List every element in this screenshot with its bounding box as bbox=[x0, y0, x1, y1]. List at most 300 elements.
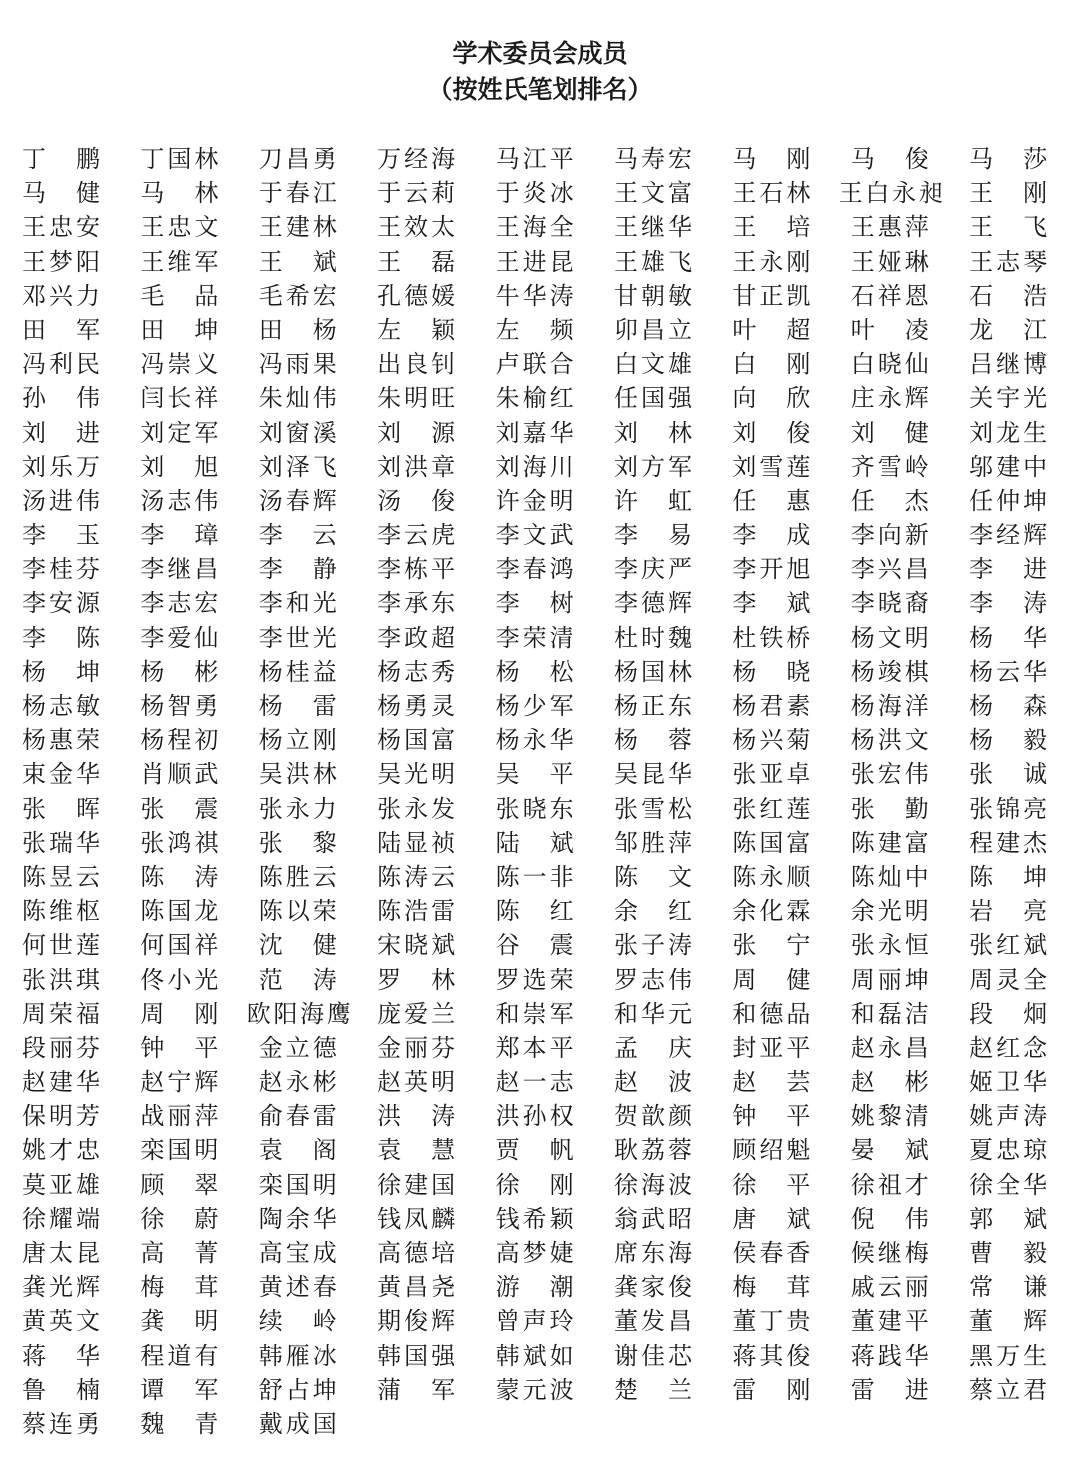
member-name: 董 丁 贵 bbox=[732, 1307, 811, 1336]
member-name: 张 雪 松 bbox=[613, 794, 692, 823]
member-name: 张 瑞 华 bbox=[22, 828, 100, 857]
member-name: 杨 坤 bbox=[22, 657, 100, 686]
member-name: 刘 窗 溪 bbox=[258, 418, 337, 447]
member-name: 汤 俊 bbox=[377, 486, 456, 515]
member-name: 蒋 其 俊 bbox=[732, 1341, 811, 1370]
member-name: 佟 小 光 bbox=[140, 965, 219, 994]
member-name: 周 丽 坤 bbox=[850, 965, 929, 994]
member-name: 于 云 莉 bbox=[377, 179, 456, 208]
member-name: 李 桂 芬 bbox=[22, 555, 100, 584]
member-name: 杨 雷 bbox=[258, 692, 337, 720]
member-name: 刘 乐 万 bbox=[22, 452, 100, 481]
member-name: 王 白 永 昶 bbox=[838, 179, 943, 208]
member-name: 戚 云 丽 bbox=[850, 1273, 929, 1302]
member-name: 栾 国 明 bbox=[140, 1136, 219, 1165]
member-name: 赵 永 彬 bbox=[258, 1068, 337, 1097]
member-name: 左 颖 bbox=[377, 315, 456, 344]
member-name: 陆 斌 bbox=[495, 828, 574, 857]
member-name: 杜 铁 桥 bbox=[732, 623, 811, 652]
member-name: 刘 定 军 bbox=[140, 418, 219, 447]
member-name: 黄 英 文 bbox=[22, 1307, 100, 1336]
member-name: 郭 斌 bbox=[969, 1204, 1048, 1233]
member-name: 赵 建 华 bbox=[22, 1068, 100, 1097]
member-name: 石 浩 bbox=[969, 281, 1048, 310]
member-name: 王 维 军 bbox=[140, 247, 219, 276]
member-name: 杨 智 勇 bbox=[140, 692, 219, 720]
member-name: 孙 伟 bbox=[22, 384, 100, 413]
member-name: 李 陈 bbox=[22, 623, 100, 652]
member-name: 罗 林 bbox=[377, 965, 456, 994]
member-name: 赵 永 昌 bbox=[850, 1033, 929, 1062]
member-name: 顾 翠 bbox=[140, 1170, 219, 1199]
member-name: 刘 海 川 bbox=[495, 452, 574, 481]
member-name: 周 荣 福 bbox=[22, 999, 100, 1028]
member-name: 朱 明 旺 bbox=[377, 384, 456, 413]
member-name: 刘 方 军 bbox=[613, 452, 692, 481]
member-name: 余 光 明 bbox=[850, 897, 929, 926]
member-name: 王 海 全 bbox=[495, 213, 574, 242]
member-name: 赵 彬 bbox=[850, 1068, 929, 1097]
member-name: 周 健 bbox=[732, 965, 811, 994]
member-name: 陈 涛 云 bbox=[377, 862, 456, 891]
member-name: 雷 刚 bbox=[732, 1375, 811, 1404]
member-name: 王 永 刚 bbox=[732, 247, 811, 276]
member-name: 于 炎 冰 bbox=[495, 179, 574, 208]
member-name: 李 斌 bbox=[732, 589, 811, 618]
member-name: 徐 建 国 bbox=[377, 1170, 456, 1199]
member-name: 许 金 明 bbox=[495, 486, 574, 515]
member-name: 杨 桂 益 bbox=[258, 657, 337, 686]
member-name: 谷 震 bbox=[495, 931, 574, 960]
member-name: 张 红 斌 bbox=[969, 931, 1048, 960]
member-name: 齐 雪 岭 bbox=[850, 452, 929, 481]
member-name: 王 文 富 bbox=[613, 179, 692, 208]
member-name: 杨 国 林 bbox=[613, 657, 692, 686]
member-name: 栾 国 明 bbox=[258, 1170, 337, 1199]
member-name: 牛 华 涛 bbox=[495, 281, 574, 310]
member-name: 王 磊 bbox=[377, 247, 456, 276]
member-name: 陈 昱 云 bbox=[22, 862, 100, 891]
member-name: 夏 忠 琼 bbox=[969, 1136, 1048, 1165]
member-name: 欧 阳 海 鹰 bbox=[246, 999, 351, 1028]
member-name: 李 庆 严 bbox=[613, 555, 692, 584]
member-name: 李 春 鸿 bbox=[495, 555, 574, 584]
member-name: 刘 龙 生 bbox=[969, 418, 1048, 447]
member-name: 韩 斌 如 bbox=[495, 1341, 574, 1370]
member-name: 冯 雨 果 bbox=[258, 350, 337, 379]
member-name: 周 刚 bbox=[140, 999, 219, 1028]
member-name: 李 易 bbox=[613, 521, 692, 550]
member-name: 吴 昆 华 bbox=[613, 760, 692, 789]
member-name: 谭 军 bbox=[140, 1375, 219, 1404]
member-name: 任 杰 bbox=[850, 486, 929, 515]
member-name: 金 丽 芬 bbox=[377, 1033, 456, 1062]
member-name: 庞 爱 兰 bbox=[377, 999, 456, 1028]
member-name: 高 菁 bbox=[140, 1239, 219, 1267]
member-name: 杨 洪 文 bbox=[850, 726, 929, 755]
member-name: 许 虹 bbox=[613, 486, 692, 515]
member-name: 战 丽 萍 bbox=[140, 1102, 219, 1131]
member-name: 岩 亮 bbox=[969, 897, 1048, 926]
member-name: 陈 一 非 bbox=[495, 862, 574, 891]
member-name: 王 忠 文 bbox=[140, 213, 219, 242]
member-name: 王 建 林 bbox=[258, 213, 337, 242]
member-name: 李 荣 清 bbox=[495, 623, 574, 652]
member-name: 杨 志 敏 bbox=[22, 692, 100, 720]
member-name: 邹 胜 萍 bbox=[613, 828, 692, 857]
member-name: 任 国 强 bbox=[613, 384, 692, 413]
member-name: 钟 平 bbox=[140, 1033, 219, 1062]
member-name: 王 石 林 bbox=[732, 179, 811, 208]
member-name: 杨 彬 bbox=[140, 657, 219, 686]
member-name: 束 金 华 bbox=[22, 760, 100, 789]
member-name: 雷 进 bbox=[850, 1375, 929, 1404]
member-name: 李 成 bbox=[732, 521, 811, 550]
member-name: 席 东 海 bbox=[613, 1239, 692, 1267]
member-name: 陈 文 bbox=[613, 862, 692, 891]
member-name: 杨 志 秀 bbox=[377, 657, 456, 686]
member-name: 张 永 发 bbox=[377, 794, 456, 823]
member-name: 杨 海 洋 bbox=[850, 692, 929, 720]
member-name: 唐 太 昆 bbox=[22, 1239, 100, 1267]
member-name: 丁 鹏 bbox=[22, 145, 100, 173]
member-name: 袁 慧 bbox=[377, 1136, 456, 1165]
member-name: 李 玉 bbox=[22, 521, 100, 550]
member-name: 魏 青 bbox=[140, 1409, 219, 1438]
member-name: 于 春 江 bbox=[258, 179, 337, 208]
member-name: 王 继 华 bbox=[613, 213, 692, 242]
member-name: 陈 国 龙 bbox=[140, 897, 219, 926]
member-name: 李 栋 平 bbox=[377, 555, 456, 584]
member-name: 王 效 太 bbox=[377, 213, 456, 242]
member-name: 李 承 东 bbox=[377, 589, 456, 618]
member-name: 姚 才 忠 bbox=[22, 1136, 100, 1165]
member-name: 杨 文 明 bbox=[850, 623, 929, 652]
member-name: 李 涛 bbox=[969, 589, 1048, 618]
member-name: 钱 凤 麟 bbox=[377, 1204, 456, 1233]
member-name: 王 忠 安 bbox=[22, 213, 100, 242]
member-name: 朱 灿 伟 bbox=[258, 384, 337, 413]
member-name: 叶 超 bbox=[732, 315, 811, 344]
member-name: 贺 歆 颜 bbox=[613, 1102, 692, 1131]
member-name: 刘 泽 飞 bbox=[258, 452, 337, 481]
member-name: 倪 伟 bbox=[850, 1204, 929, 1233]
member-name: 蒋 华 bbox=[22, 1341, 100, 1370]
member-name: 龙 江 bbox=[969, 315, 1048, 344]
member-name: 徐 刚 bbox=[495, 1170, 574, 1199]
member-name: 朱 榆 红 bbox=[495, 384, 574, 413]
member-name: 李 云 bbox=[258, 521, 337, 550]
member-name: 鲁 楠 bbox=[22, 1375, 100, 1404]
member-name: 李 安 源 bbox=[22, 589, 100, 618]
member-name: 金 立 德 bbox=[258, 1033, 337, 1062]
member-name: 舒 占 坤 bbox=[258, 1375, 337, 1404]
member-name: 万 经 海 bbox=[377, 145, 456, 173]
member-name: 王 进 昆 bbox=[495, 247, 574, 276]
member-name: 翁 武 昭 bbox=[613, 1204, 692, 1233]
member-name: 曹 毅 bbox=[969, 1239, 1048, 1267]
member-name: 汤 进 伟 bbox=[22, 486, 100, 515]
member-name: 白 刚 bbox=[732, 350, 811, 379]
member-name: 陈 永 顺 bbox=[732, 862, 811, 891]
member-name: 洪 涛 bbox=[377, 1102, 456, 1131]
member-name: 田 杨 bbox=[258, 315, 337, 344]
member-name: 庄 永 辉 bbox=[850, 384, 929, 413]
member-name: 杨 国 富 bbox=[377, 726, 456, 755]
member-name: 郑 本 平 bbox=[495, 1033, 574, 1062]
member-name: 晏 斌 bbox=[850, 1136, 929, 1165]
member-name: 戴 成 国 bbox=[258, 1409, 337, 1438]
member-name: 杨 君 素 bbox=[732, 692, 811, 720]
member-name: 张 永 恒 bbox=[850, 931, 929, 960]
member-name: 孟 庆 bbox=[613, 1033, 692, 1062]
member-name: 邬 建 中 bbox=[969, 452, 1048, 481]
member-name: 吴 光 明 bbox=[377, 760, 456, 789]
member-name: 徐 平 bbox=[732, 1170, 811, 1199]
member-name: 刘 林 bbox=[613, 418, 692, 447]
member-name: 杨 惠 荣 bbox=[22, 726, 100, 755]
member-name: 期 俊 辉 bbox=[377, 1307, 456, 1336]
member-name: 汤 志 伟 bbox=[140, 486, 219, 515]
member-name: 蒋 践 华 bbox=[850, 1341, 929, 1370]
member-name: 马 刚 bbox=[732, 145, 811, 173]
member-name: 董 发 昌 bbox=[613, 1307, 692, 1336]
member-name: 侯 春 香 bbox=[732, 1239, 811, 1267]
member-name: 赵 一 志 bbox=[495, 1068, 574, 1097]
member-name: 左 频 bbox=[495, 315, 574, 344]
member-name: 李 志 宏 bbox=[140, 589, 219, 618]
member-name: 常 谦 bbox=[969, 1273, 1048, 1302]
member-name: 陈 坤 bbox=[969, 862, 1048, 891]
member-name: 李 璋 bbox=[140, 521, 219, 550]
member-name: 李 云 虎 bbox=[377, 521, 456, 550]
member-name: 张 永 力 bbox=[258, 794, 337, 823]
member-name: 韩 雁 冰 bbox=[258, 1341, 337, 1370]
member-name: 王 培 bbox=[732, 213, 811, 242]
member-name: 姬 卫 华 bbox=[969, 1068, 1048, 1097]
member-name: 董 辉 bbox=[969, 1307, 1048, 1336]
member-name: 杨 立 刚 bbox=[258, 726, 337, 755]
member-name: 韩 国 强 bbox=[377, 1341, 456, 1370]
member-name: 毛 希 宏 bbox=[258, 281, 337, 310]
member-name: 陈 维 枢 bbox=[22, 897, 100, 926]
member-name: 黑 万 生 bbox=[969, 1341, 1048, 1370]
member-name: 白 晓 仙 bbox=[850, 350, 929, 379]
member-name: 王 飞 bbox=[969, 213, 1048, 242]
member-name: 余 红 bbox=[613, 897, 692, 926]
member-name: 李 德 辉 bbox=[613, 589, 692, 618]
member-name: 杨 蓉 bbox=[613, 726, 692, 755]
member-name: 陈 灿 中 bbox=[850, 862, 929, 891]
member-name: 钟 平 bbox=[732, 1102, 811, 1131]
member-name: 曾 声 玲 bbox=[495, 1307, 574, 1336]
member-name: 候 继 梅 bbox=[850, 1239, 929, 1267]
member-name: 王 梦 阳 bbox=[22, 247, 100, 276]
member-name: 汤 春 辉 bbox=[258, 486, 337, 515]
member-name: 李 继 昌 bbox=[140, 555, 219, 584]
member-name: 杨 毅 bbox=[969, 726, 1048, 755]
member-name: 刀 昌 勇 bbox=[258, 145, 337, 173]
member-name: 杨 松 bbox=[495, 657, 574, 686]
member-name: 马 健 bbox=[22, 179, 100, 208]
member-name: 毛 品 bbox=[140, 281, 219, 310]
member-name: 王 雄 飞 bbox=[613, 247, 692, 276]
member-name: 卢 联 合 bbox=[495, 350, 574, 379]
member-name: 梅 茸 bbox=[732, 1273, 811, 1302]
member-name: 张 宏 伟 bbox=[850, 760, 929, 789]
member-name: 卯 昌 立 bbox=[613, 315, 692, 344]
member-name: 蒙 元 波 bbox=[495, 1375, 574, 1404]
member-name: 张 黎 bbox=[258, 828, 337, 857]
member-name: 蔡 立 君 bbox=[969, 1375, 1048, 1404]
member-name: 陈 红 bbox=[495, 897, 574, 926]
member-name: 张 晓 东 bbox=[495, 794, 574, 823]
member-name: 李 文 武 bbox=[495, 521, 574, 550]
member-name: 丁 国 林 bbox=[140, 145, 219, 173]
member-name: 龚 光 辉 bbox=[22, 1273, 100, 1302]
member-name: 张 红 莲 bbox=[732, 794, 811, 823]
member-name: 刘 嘉 华 bbox=[495, 418, 574, 447]
member-name: 王 惠 萍 bbox=[850, 213, 929, 242]
member-name: 杨 正 东 bbox=[613, 692, 692, 720]
member-name: 白 文 雄 bbox=[613, 350, 692, 379]
member-name: 叶 凌 bbox=[850, 315, 929, 344]
member-name: 龚 家 俊 bbox=[613, 1273, 692, 1302]
member-name: 王 斌 bbox=[258, 247, 337, 276]
member-name: 徐 全 华 bbox=[969, 1170, 1048, 1199]
member-name: 游 潮 bbox=[495, 1273, 574, 1302]
member-name: 张 鸿 祺 bbox=[140, 828, 219, 857]
member-name: 保 明 芳 bbox=[22, 1102, 100, 1131]
member-name: 杨 晓 bbox=[732, 657, 811, 686]
member-name: 孔 德 媛 bbox=[377, 281, 456, 310]
member-name: 顾 绍 魁 bbox=[732, 1136, 811, 1165]
member-name: 陆 显 祯 bbox=[377, 828, 456, 857]
member-name: 张 亚 卓 bbox=[732, 760, 811, 789]
member-name: 马 林 bbox=[140, 179, 219, 208]
member-name: 王 娅 琳 bbox=[850, 247, 929, 276]
member-name: 李 爱 仙 bbox=[140, 623, 219, 652]
page-title: 学术委员会成员 bbox=[452, 39, 628, 68]
member-name: 陶 余 华 bbox=[258, 1204, 337, 1233]
member-name: 段 炯 bbox=[969, 999, 1048, 1028]
member-name: 梅 茸 bbox=[140, 1273, 219, 1302]
member-name: 田 坤 bbox=[140, 315, 219, 344]
member-name: 赵 波 bbox=[613, 1068, 692, 1097]
member-name: 洪 孙 权 bbox=[495, 1102, 574, 1131]
member-name: 和 华 元 bbox=[613, 999, 692, 1028]
member-name: 张 宁 bbox=[732, 931, 811, 960]
member-name: 杨 云 华 bbox=[969, 657, 1048, 686]
member-name: 徐 海 波 bbox=[613, 1170, 692, 1199]
member-name: 王 刚 bbox=[969, 179, 1048, 208]
member-name: 高 梦 婕 bbox=[495, 1239, 574, 1267]
member-name: 高 宝 成 bbox=[258, 1239, 337, 1267]
member-name: 出 良 钊 bbox=[377, 350, 456, 379]
member-name: 封 亚 平 bbox=[732, 1033, 811, 1062]
member-name: 杨 兴 菊 bbox=[732, 726, 811, 755]
member-name: 张 诚 bbox=[969, 760, 1048, 789]
member-name: 杨 程 初 bbox=[140, 726, 219, 755]
member-name: 姚 声 涛 bbox=[969, 1102, 1048, 1131]
member-name: 陈 浩 雷 bbox=[377, 897, 456, 926]
member-name: 陈 胜 云 bbox=[258, 862, 337, 891]
member-name: 俞 春 雷 bbox=[258, 1102, 337, 1131]
member-name: 蒲 军 bbox=[377, 1375, 456, 1404]
member-name: 黄 述 春 bbox=[258, 1273, 337, 1302]
member-name: 周 灵 全 bbox=[969, 965, 1048, 994]
member-name: 赵 红 念 bbox=[969, 1033, 1048, 1062]
member-name: 宋 晓 斌 bbox=[377, 931, 456, 960]
member-name: 李 向 新 bbox=[850, 521, 929, 550]
member-name: 续 岭 bbox=[258, 1307, 337, 1336]
member-name: 李 世 光 bbox=[258, 623, 337, 652]
member-name: 余 化 霖 bbox=[732, 897, 811, 926]
member-name: 张 震 bbox=[140, 794, 219, 823]
member-name: 甘 朝 敏 bbox=[613, 281, 692, 310]
member-name: 李 和 光 bbox=[258, 589, 337, 618]
member-name: 罗 选 荣 bbox=[495, 965, 574, 994]
member-name: 刘 旭 bbox=[140, 452, 219, 481]
member-name: 张 勤 bbox=[850, 794, 929, 823]
member-name: 杨 少 军 bbox=[495, 692, 574, 720]
member-name: 杨 永 华 bbox=[495, 726, 574, 755]
member-name: 姚 黎 清 bbox=[850, 1102, 929, 1131]
member-name: 陈 国 富 bbox=[732, 828, 811, 857]
member-name: 甘 正 凯 bbox=[732, 281, 811, 310]
member-name: 刘 源 bbox=[377, 418, 456, 447]
member-name: 张 锦 亮 bbox=[969, 794, 1048, 823]
member-name: 李 静 bbox=[258, 555, 337, 584]
member-name: 马 江 平 bbox=[495, 145, 574, 173]
member-name: 李 开 旭 bbox=[732, 555, 811, 584]
member-name: 闫 长 祥 bbox=[140, 384, 219, 413]
member-name: 钱 希 颖 bbox=[495, 1204, 574, 1233]
member-name: 刘 进 bbox=[22, 418, 100, 447]
member-name: 徐 耀 端 bbox=[22, 1204, 100, 1233]
member-name: 田 军 bbox=[22, 315, 100, 344]
member-name: 关 宇 光 bbox=[969, 384, 1048, 413]
member-name: 吕 继 博 bbox=[969, 350, 1048, 379]
member-name: 赵 英 明 bbox=[377, 1068, 456, 1097]
member-name: 王 志 琴 bbox=[969, 247, 1048, 276]
member-name: 马 俊 bbox=[850, 145, 929, 173]
member-name: 和 磊 洁 bbox=[850, 999, 929, 1028]
member-name: 邓 兴 力 bbox=[22, 281, 100, 310]
member-name: 刘 健 bbox=[850, 418, 929, 447]
member-name: 耿 荔 蓉 bbox=[613, 1136, 692, 1165]
member-name: 楚 兰 bbox=[613, 1375, 692, 1404]
member-list bbox=[22, 142, 1062, 1441]
member-name: 陈 建 富 bbox=[850, 828, 929, 857]
member-name: 陈 涛 bbox=[140, 862, 219, 891]
member-name: 程 建 杰 bbox=[969, 828, 1048, 857]
member-name: 赵 芸 bbox=[732, 1068, 811, 1097]
member-name: 任 仲 坤 bbox=[969, 486, 1048, 515]
member-name: 吴 洪 林 bbox=[258, 760, 337, 789]
member-name: 黄 昌 尧 bbox=[377, 1273, 456, 1302]
member-name: 沈 健 bbox=[258, 931, 337, 960]
member-name: 蔡 连 勇 bbox=[22, 1409, 100, 1438]
member-name: 赵 宁 辉 bbox=[140, 1068, 219, 1097]
member-name: 张 洪 琪 bbox=[22, 965, 100, 994]
member-name: 张 子 涛 bbox=[613, 931, 692, 960]
member-name: 杨 竣 棋 bbox=[850, 657, 929, 686]
member-name: 李 兴 昌 bbox=[850, 555, 929, 584]
member-name: 唐 斌 bbox=[732, 1204, 811, 1233]
member-name: 李 进 bbox=[969, 555, 1048, 584]
member-name: 程 道 有 bbox=[140, 1341, 219, 1370]
